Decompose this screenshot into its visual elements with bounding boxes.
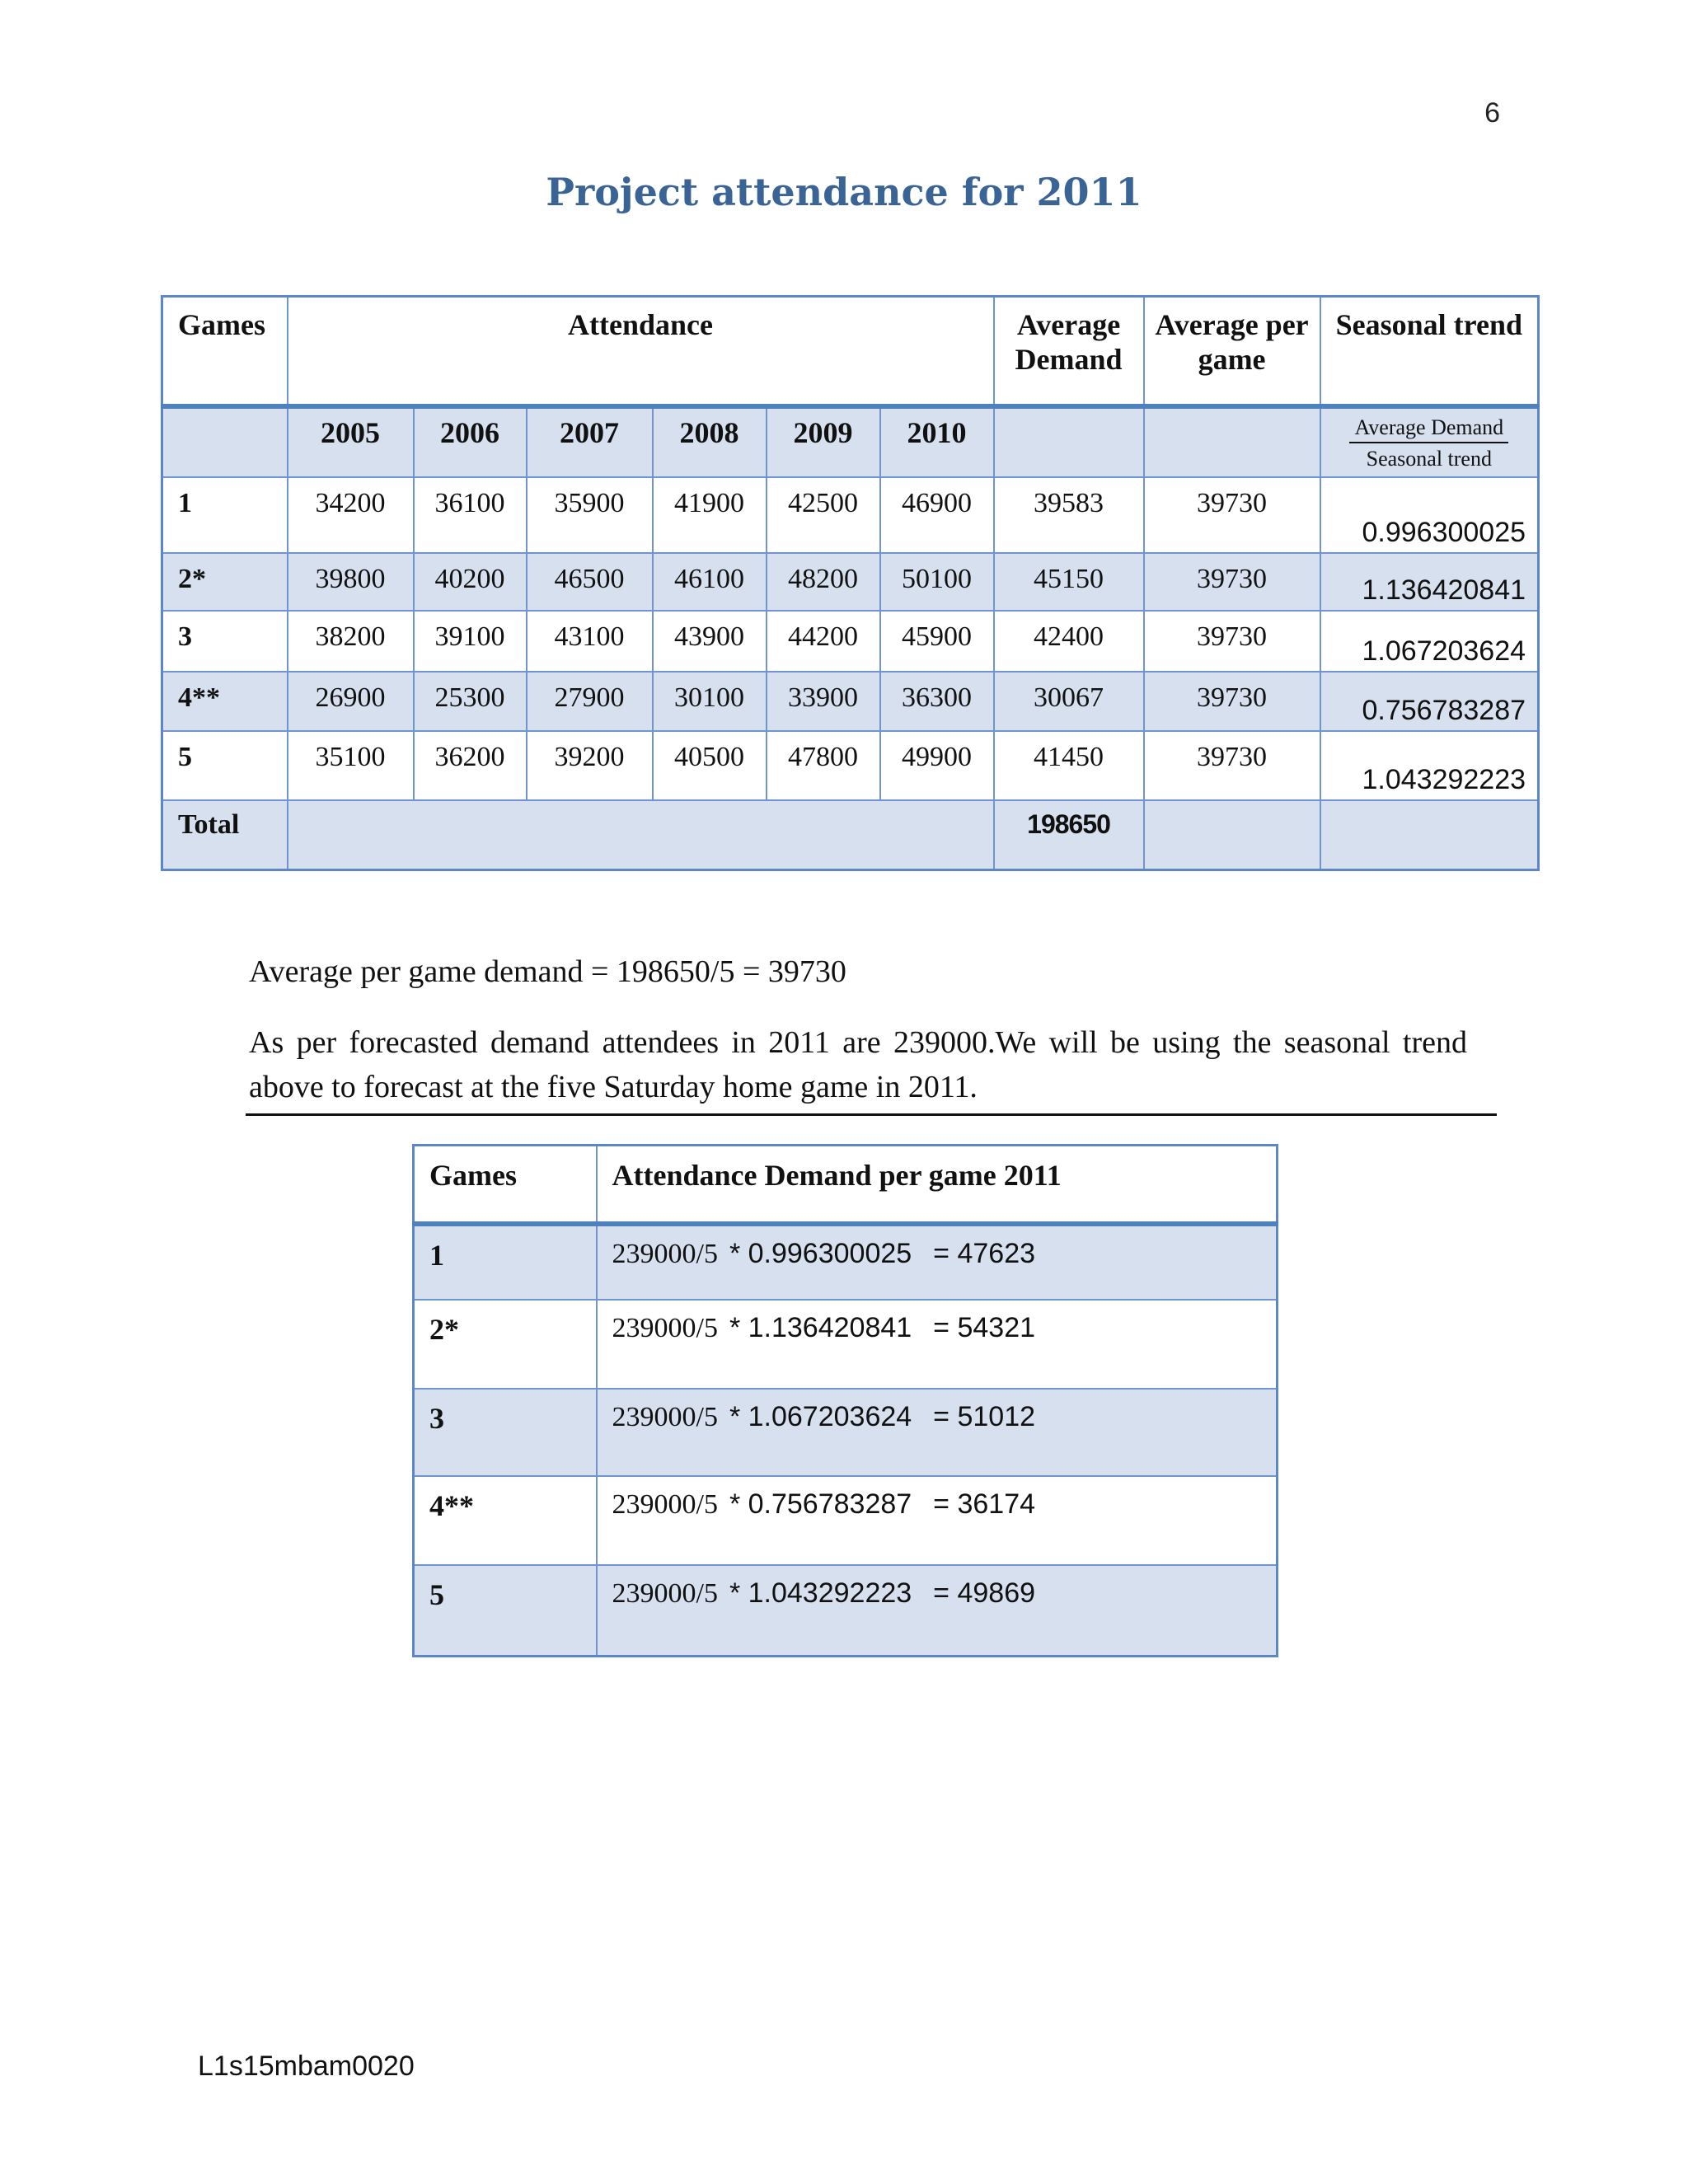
total-empty xyxy=(288,800,994,870)
forecast-calculation xyxy=(597,1300,1278,1389)
attendance-value: 30100 xyxy=(653,672,767,731)
average-per-game: 39730 xyxy=(1144,672,1320,731)
year-header: 2008 xyxy=(653,406,767,477)
seasonal-trend: 0.756783287 xyxy=(1320,672,1539,731)
attendance-value: 40500 xyxy=(653,731,767,800)
year-header: 2005 xyxy=(288,406,414,477)
total-label: Total xyxy=(162,800,288,870)
calc-factor: * 1.067203624 xyxy=(729,1401,912,1432)
forecast-game-label: 2* xyxy=(414,1300,597,1389)
attendance-value: 39200 xyxy=(527,731,653,800)
total-value: 198650 xyxy=(994,800,1144,870)
calc-base: 239000/5 xyxy=(612,1239,718,1269)
total-empty xyxy=(1320,800,1539,870)
attendance-value: 49900 xyxy=(880,731,994,800)
year-header: 2006 xyxy=(414,406,527,477)
calc-result: = 54321 xyxy=(933,1312,1036,1343)
calc-factor: * 1.136420841 xyxy=(729,1312,912,1343)
attendance-value: 26900 xyxy=(288,672,414,731)
calc-result: = 51012 xyxy=(933,1401,1036,1432)
attendance-value: 27900 xyxy=(527,672,653,731)
year-cell-empty xyxy=(994,406,1144,477)
year-cell-empty xyxy=(162,406,288,477)
attendance-value: 45900 xyxy=(880,611,994,672)
game-label: 2* xyxy=(162,553,288,611)
forecast-calculation xyxy=(597,1224,1278,1300)
forecast-header-games: Games xyxy=(414,1146,597,1225)
attendance-value: 42500 xyxy=(767,477,880,553)
page-title: Project attendance for 2011 xyxy=(546,170,1142,214)
header-seasonal-trend: Seasonal trend xyxy=(1320,297,1539,407)
forecast-table xyxy=(412,1144,1278,1657)
header-average-demand: Average Demand xyxy=(994,297,1144,407)
table-row xyxy=(414,1389,1278,1476)
page-number: 6 xyxy=(1484,97,1500,129)
forecast-calculation xyxy=(597,1476,1278,1565)
attendance-value: 41900 xyxy=(653,477,767,553)
attendance-value: 40200 xyxy=(414,553,527,611)
attendance-table xyxy=(161,295,1540,871)
year-header: 2010 xyxy=(880,406,994,477)
calc-factor: * 1.043292223 xyxy=(729,1577,912,1609)
forecast-game-label: 4** xyxy=(414,1476,597,1565)
header-attendance: Attendance xyxy=(288,297,994,407)
table-row xyxy=(162,672,1539,731)
attendance-value: 43100 xyxy=(527,611,653,672)
attendance-value: 43900 xyxy=(653,611,767,672)
seasonal-trend: 1.136420841 xyxy=(1320,553,1539,611)
table-row xyxy=(162,553,1539,611)
attendance-value: 34200 xyxy=(288,477,414,553)
forecast-game-label: 1 xyxy=(414,1224,597,1300)
calc-factor: * 0.996300025 xyxy=(729,1238,912,1269)
formula-denominator: Seasonal trend xyxy=(1366,447,1492,471)
game-label: 3 xyxy=(162,611,288,672)
table-row xyxy=(414,1565,1278,1656)
average-per-game: 39730 xyxy=(1144,611,1320,672)
attendance-value: 36100 xyxy=(414,477,527,553)
calc-base: 239000/5 xyxy=(612,1489,718,1520)
attendance-value: 38200 xyxy=(288,611,414,672)
forecast-calculation xyxy=(597,1389,1278,1476)
forecast-header-demand: Attendance Demand per game 2011 xyxy=(597,1146,1278,1225)
game-label: 5 xyxy=(162,731,288,800)
average-per-game: 39730 xyxy=(1144,553,1320,611)
table-row xyxy=(414,1476,1278,1565)
average-per-game: 39730 xyxy=(1144,477,1320,553)
attendance-value: 46500 xyxy=(527,553,653,611)
average-per-game-paragraph: Average per game demand = 198650/5 = 39730 xyxy=(249,954,846,989)
attendance-value: 35100 xyxy=(288,731,414,800)
header-games: Games xyxy=(162,297,288,407)
attendance-value: 46900 xyxy=(880,477,994,553)
attendance-value: 33900 xyxy=(767,672,880,731)
average-demand: 42400 xyxy=(994,611,1144,672)
table-row xyxy=(162,731,1539,800)
calc-base: 239000/5 xyxy=(612,1313,718,1343)
attendance-value: 46100 xyxy=(653,553,767,611)
attendance-value: 47800 xyxy=(767,731,880,800)
forecast-game-label: 3 xyxy=(414,1389,597,1476)
table-row xyxy=(414,1224,1278,1300)
calc-base: 239000/5 xyxy=(612,1578,718,1609)
calc-result: = 47623 xyxy=(933,1238,1036,1269)
formula-numerator: Average Demand xyxy=(1349,415,1508,443)
table-row xyxy=(162,611,1539,672)
attendance-value: 36200 xyxy=(414,731,527,800)
average-demand: 45150 xyxy=(994,553,1144,611)
average-demand: 39583 xyxy=(994,477,1144,553)
year-cell-empty xyxy=(1144,406,1320,477)
game-label: 4** xyxy=(162,672,288,731)
seasonal-trend: 1.067203624 xyxy=(1320,611,1539,672)
average-per-game: 39730 xyxy=(1144,731,1320,800)
attendance-value: 50100 xyxy=(880,553,994,611)
forecast-game-label: 5 xyxy=(414,1565,597,1656)
footer-id: L1s15mbam0020 xyxy=(198,2050,415,2082)
calc-factor: * 0.756783287 xyxy=(729,1488,912,1520)
attendance-value: 48200 xyxy=(767,553,880,611)
attendance-value: 39800 xyxy=(288,553,414,611)
calc-result: = 49869 xyxy=(933,1577,1036,1609)
average-demand: 30067 xyxy=(994,672,1144,731)
year-header: 2009 xyxy=(767,406,880,477)
calc-base: 239000/5 xyxy=(612,1402,718,1432)
game-label: 1 xyxy=(162,477,288,553)
horizontal-rule xyxy=(246,1113,1497,1116)
total-row xyxy=(162,800,1539,870)
attendance-value: 39100 xyxy=(414,611,527,672)
table-row xyxy=(162,477,1539,553)
trend-formula xyxy=(1320,406,1539,477)
year-header: 2007 xyxy=(527,406,653,477)
forecast-calculation xyxy=(597,1565,1278,1656)
forecast-paragraph: As per forecasted demand attendees in 2011 are 239000.We will be using the seasonal trend above to forecast at the five Saturday home game in 2011. xyxy=(249,1025,1467,1104)
average-demand: 41450 xyxy=(994,731,1144,800)
table-row xyxy=(414,1300,1278,1389)
attendance-value: 35900 xyxy=(527,477,653,553)
attendance-value: 25300 xyxy=(414,672,527,731)
seasonal-trend: 1.043292223 xyxy=(1320,731,1539,800)
header-average-per-game: Average per game xyxy=(1144,297,1320,407)
seasonal-trend: 0.996300025 xyxy=(1320,477,1539,553)
calc-result: = 36174 xyxy=(933,1488,1036,1520)
attendance-value: 36300 xyxy=(880,672,994,731)
total-empty xyxy=(1144,800,1320,870)
attendance-value: 44200 xyxy=(767,611,880,672)
